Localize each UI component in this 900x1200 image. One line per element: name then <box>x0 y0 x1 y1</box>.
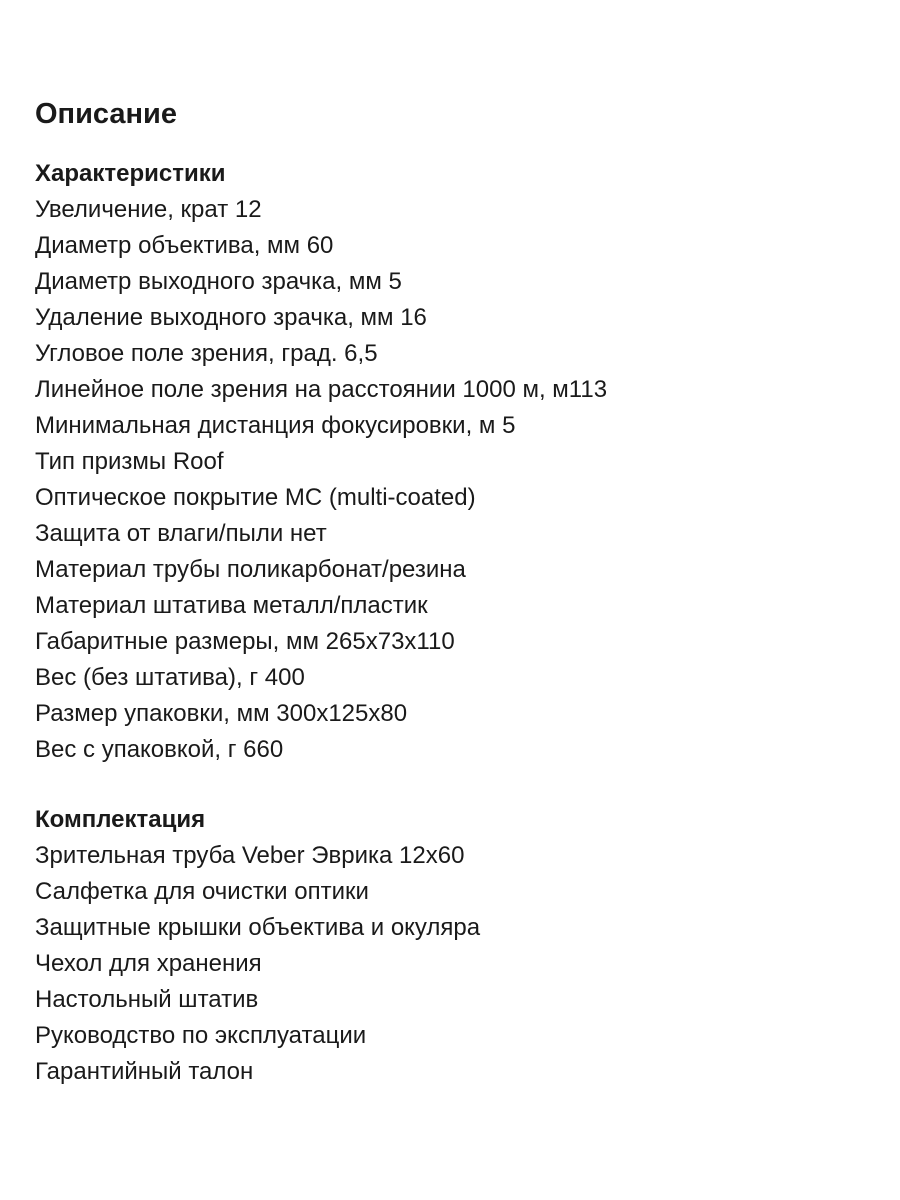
spec-line: Минимальная дистанция фокусировки, м 5 <box>35 412 516 439</box>
spec-line: Тип призмы Roof <box>35 448 224 475</box>
spec-line: Защита от влаги/пыли нет <box>35 520 327 547</box>
spec-line: Увеличение, крат 12 <box>35 196 262 223</box>
spec-line: Габаритные размеры, мм 265x73x110 <box>35 628 455 655</box>
package-line: Салфетка для очистки оптики <box>35 878 369 905</box>
package-line: Чехол для хранения <box>35 950 262 977</box>
spec-line: Материал штатива металл/пластик <box>35 592 428 619</box>
specs-section <box>35 156 900 768</box>
package-line: Защитные крышки объектива и окуляра <box>35 914 481 941</box>
spec-line: Оптическое покрытие MC (multi-coated) <box>35 484 476 511</box>
page-title: Описание <box>35 98 177 130</box>
spec-line: Удаление выходного зрачка, мм 16 <box>35 304 427 331</box>
package-line: Зрительная труба Veber Эврика 12x60 <box>35 842 465 869</box>
spec-line: Вес с упаковкой, г 660 <box>35 736 284 763</box>
spec-line: Материал трубы поликарбонат/резина <box>35 556 466 583</box>
spec-line: Диаметр объектива, мм 60 <box>35 232 334 259</box>
package-heading: Комплектация <box>35 806 206 833</box>
package-line: Настольный штатив <box>35 986 259 1013</box>
spec-line: Линейное поле зрения на расстоянии 1000 м, м113 <box>35 376 608 403</box>
package-line: Руководство по эксплуатации <box>35 1022 367 1049</box>
specs-heading: Характеристики <box>35 160 226 187</box>
spec-line: Вес (без штатива), г 400 <box>35 664 305 691</box>
package-list <box>35 838 900 1090</box>
spec-line: Угловое поле зрения, град. 6,5 <box>35 340 378 367</box>
spec-line: Размер упаковки, мм 300x125x80 <box>35 700 408 727</box>
package-line: Гарантийный талон <box>35 1058 254 1085</box>
specs-list <box>35 192 900 768</box>
spec-line: Диаметр выходного зрачка, мм 5 <box>35 268 402 295</box>
package-section <box>35 802 900 1090</box>
